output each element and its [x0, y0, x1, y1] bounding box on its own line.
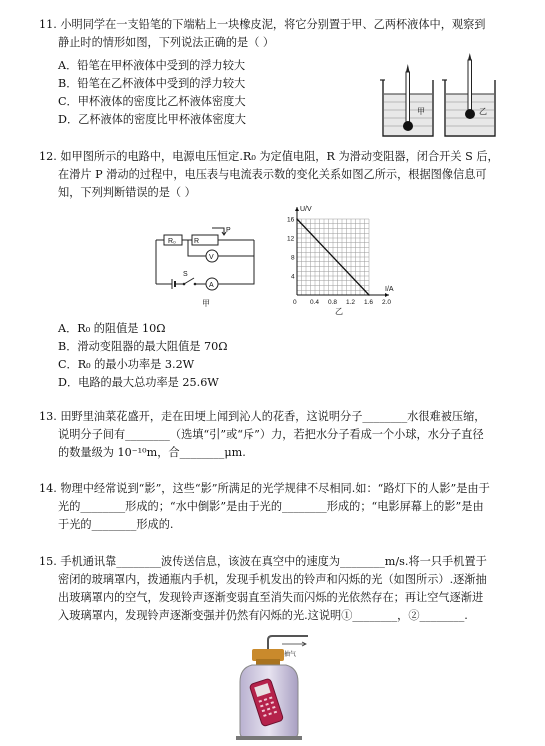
beaker-jia — [380, 64, 433, 136]
y-tick-label: 16 — [287, 216, 295, 224]
beaker-yi — [442, 53, 495, 136]
label-a: A — [209, 282, 214, 289]
data-point — [296, 218, 298, 220]
q12-option-b: B．滑动变阻器的最大阻值是 70Ω — [58, 340, 228, 353]
x-tick-label: 1.2 — [346, 299, 356, 306]
q12-option-c: C．R₀ 的最小功率是 3.2W — [58, 358, 195, 371]
y-axis-arrow — [295, 207, 299, 211]
q12-line-3: 知，下列判断错误的是（ ） — [58, 186, 196, 199]
x-tick-label: 0.8 — [328, 299, 338, 306]
circuit-caption: 甲 — [202, 299, 210, 308]
q15-line-2: 密闭的玻璃罩内，拨通瓶内手机，发现手机发出的铃声和闪烁的光（如图所示）.逐渐抽 — [58, 573, 487, 586]
q13-line-1: 13. 田野里油菜花盛开，走在田埂上闻到沁人的花香，这说明分子________水很难被压缩， — [39, 410, 486, 423]
graph-caption: 乙 — [335, 307, 343, 315]
q11-line-1: 11. 小明同学在一支铅笔的下端粘上一块橡皮泥，将它分别置于甲、乙两杯液体中，观察到 — [39, 18, 486, 31]
q11-line-2: 静止时的情形如图，下列说法正确的是（ ） — [58, 36, 275, 49]
y-tick-label: 4 — [291, 273, 295, 281]
label-p: P — [226, 227, 231, 234]
bell-jar-figure — [222, 632, 318, 742]
label-v: V — [209, 254, 214, 261]
clay-ball-yi — [465, 109, 475, 119]
q15-line-4: 入玻璃罩内，发现铃声逐渐变强并仍然有闪烁的光.这说明①________，②________. — [58, 609, 468, 622]
y-tick-label: 12 — [287, 235, 295, 243]
q13-line-2: 说明分子间有________（选填“引”或“斥”）力，若把水分子看成一个小球，水分子直径 — [58, 428, 484, 441]
label-s: S — [183, 271, 188, 278]
x-tick-label: 0 — [293, 299, 297, 306]
ui-graph — [283, 203, 403, 315]
x-axis-label: I/A — [385, 286, 394, 293]
data-point — [368, 294, 370, 296]
q14-line-2: 光的________形成的；“水中倒影”是由于光的________形成的；“电影屏幕上的影”是由 — [58, 500, 484, 513]
pump-label: 抽气 — [284, 652, 297, 658]
x-tick-label: 0.4 — [310, 299, 320, 306]
q12-line-2: 在滑片 P 滑动的过程中，电压表与电流表示数的变化关系如图乙所示，根据图像信息可 — [58, 168, 487, 181]
q13-line-3: 的数量级为 10⁻¹⁰m，合________μm. — [58, 446, 246, 459]
q14-line-3: 于光的________形成的. — [58, 518, 174, 531]
beaker-jia-label: 甲 — [417, 107, 425, 116]
x-tick-label: 2.0 — [382, 299, 392, 306]
clay-ball-jia — [403, 121, 413, 131]
q12-option-a: A．R₀ 的阻值是 10Ω — [58, 322, 166, 335]
y-tick-label: 8 — [291, 254, 295, 262]
label-r: R — [194, 238, 200, 245]
label-r0: R₀ — [168, 238, 176, 245]
x-axis-arrow — [385, 293, 389, 297]
beaker-yi-label: 乙 — [479, 107, 487, 116]
q12-option-d: D．电路的最大总功率是 25.6W — [58, 376, 219, 389]
q11-option-d: D．乙杯液体的密度比甲杯液体密度大 — [58, 113, 246, 126]
q15-line-1: 15. 手机通讯靠________波传送信息，该波在真空中的速度为________m/s.将一只手机置于 — [39, 555, 487, 568]
y-axis-label: U/V — [300, 206, 312, 213]
circuit-diagram — [150, 222, 262, 312]
beakers-figure — [375, 52, 505, 140]
q11-option-b: B．铅笔在乙杯液体中受到的浮力较大 — [58, 77, 246, 90]
x-tick-label: 1.6 — [364, 299, 374, 306]
q14-line-1: 14. 物理中经常说到“影”，这些“影”所满足的光学规律不尽相同.如：“路灯下的人影”是由于 — [39, 482, 490, 495]
q11-option-a: A．铅笔在甲杯液体中受到的浮力较大 — [58, 59, 246, 72]
q12-line-1: 12. 如甲图所示的电路中，电源电压恒定.R₀ 为定值电阻，R 为滑动变阻器，闭合开关 S 后， — [39, 150, 499, 163]
q11-option-c: C．甲杯液体的密度比乙杯液体密度大 — [58, 95, 246, 108]
q15-line-3: 出玻璃罩内的空气，发现铃声逐渐变弱直至消失而闪烁的光依然存在；再让空气逐渐进 — [58, 591, 484, 604]
